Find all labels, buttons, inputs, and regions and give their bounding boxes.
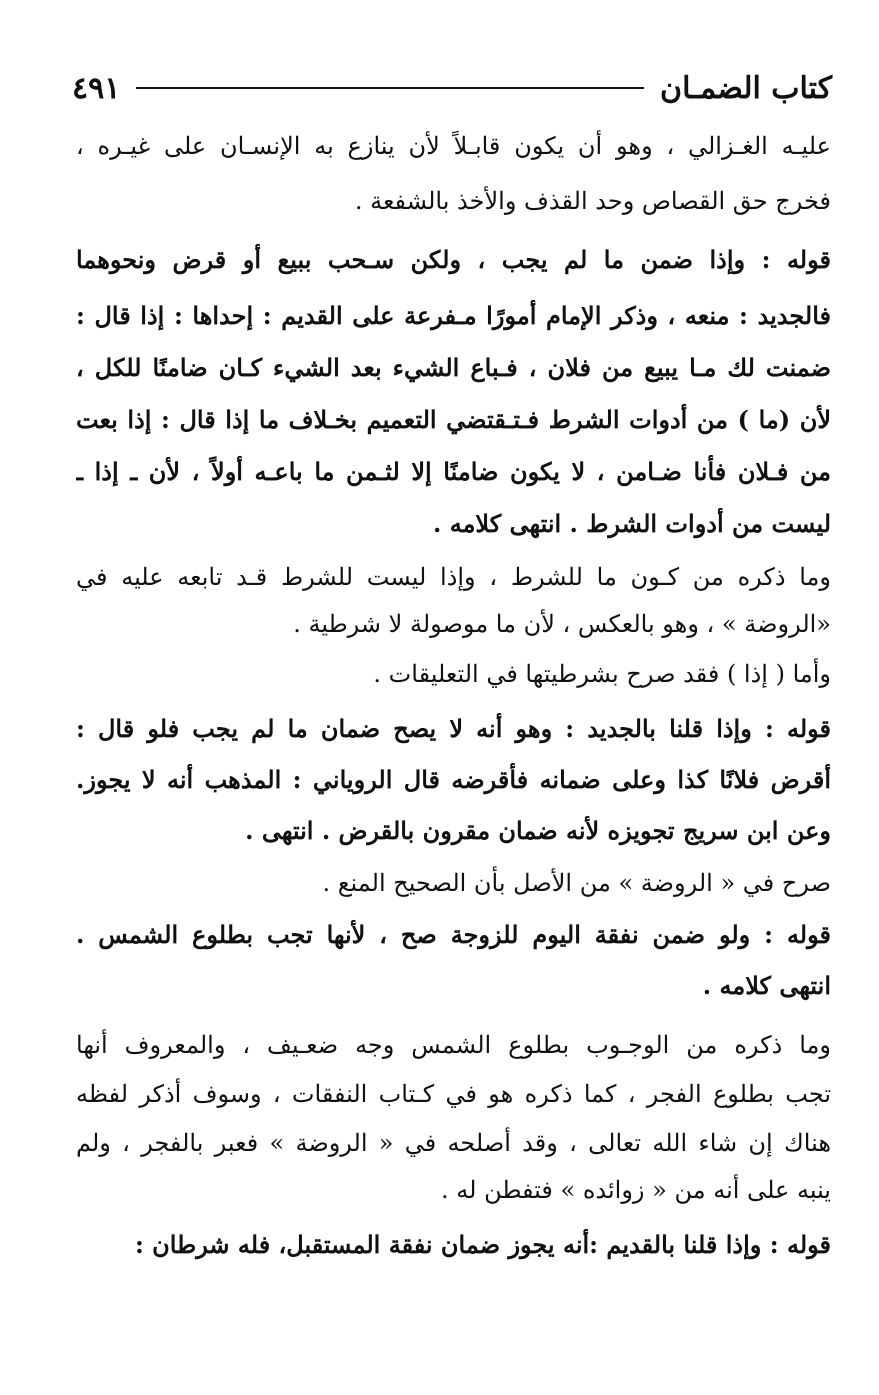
text-line: قوله : وإذا قلنا بالقديم :أنه يجوز ضمان نفقة المستقبل، فله شرطان : [134,1230,831,1259]
text-line: قوله : وإذا ضمن ما لم يجب ، ولكن سـحب ببيع أو قرض ونحوهما [76,245,831,274]
page-header [72,66,832,110]
text-line: قوله : وإذا قلنا بالجديد : وهو أنه لا يصح ضمان ما لم يجب فلو قال : [76,714,831,743]
text-line: قوله : ولو ضمن نفقة اليوم للزوجة صح ، لأنها تجب بطلوع الشمس . [76,920,831,949]
header-rule [136,87,644,89]
text-line: وما ذكره من الوجـوب بطلوع الشمس وجه ضعـيف ، والمعروف أنها [76,1031,831,1059]
text-line: «الروضة » ، وهو بالعكس ، لأن ما موصولة لا شرطية . [293,610,831,638]
text-line: صرح في « الروضة » من الأصل بأن الصحيح المنع . [322,869,831,897]
text-line: ينبه على أنه من « زوائده » فتفطن له . [441,1176,831,1204]
text-line: هناك إن شاء الله تعالى ، وقد أصلحه في « الروضة » فعبر بالفجر ، ولم [76,1129,831,1157]
page-number: ٤٩١ [72,70,121,106]
text-line: ليست من أدوات الشرط . انتهى كلامه . [432,509,831,538]
text-line: ضمنت لك مـا يبيع من فلان ، فـباع الشيء بعد الشيء كـان ضامنًا للكل ، [76,353,831,382]
text-line: وأما ( إذا ) فقد صرح بشرطيتها في التعليقات . [373,660,831,688]
text-line: تجب بطلوع الفجر ، كما ذكره هو في كـتاب النفقات ، وسوف أذكر لفظه [76,1080,831,1108]
text-line: وما ذكره من كـون ما للشرط ، وإذا ليست للشرط قـد تابعه عليه في [76,563,831,591]
text-line: لأن (ما ) من أدوات الشرط فـتـقتضي التعميم بخـلاف ما إذا قال : إذا بعت [76,405,831,434]
text-line: انتهى كلامه . [702,971,831,1000]
text-line: أقرض فلانًا كذا وعلى ضمانه فأقرضه قال الروياني : المذهب أنه لا يجوز. [76,765,831,794]
text-line: فالجديد : منعه ، وذكر الإمام أمورًا مـفرعة على القديم : إحداها : إذا قال : [76,301,831,330]
running-title: كتاب الضمـان [660,70,832,106]
text-line: فخرج حق القصاص وحد القذف والأخذ بالشفعة . [354,187,831,215]
text-line: عليـه الغـزالي ، وهو أن يكون قابـلاً لأن ينازع به الإنسـان على غيـره ، [76,132,831,160]
text-line: وعن ابن سريج تجويزه لأنه ضمان مقرون بالقرض . انتهى . [245,816,831,845]
text-line: من فـلان فأنا ضـامن ، لا يكون ضامنًا إلا لثـمن ما باعـه أولاً ، لأن ـ إذا ـ [76,457,831,486]
